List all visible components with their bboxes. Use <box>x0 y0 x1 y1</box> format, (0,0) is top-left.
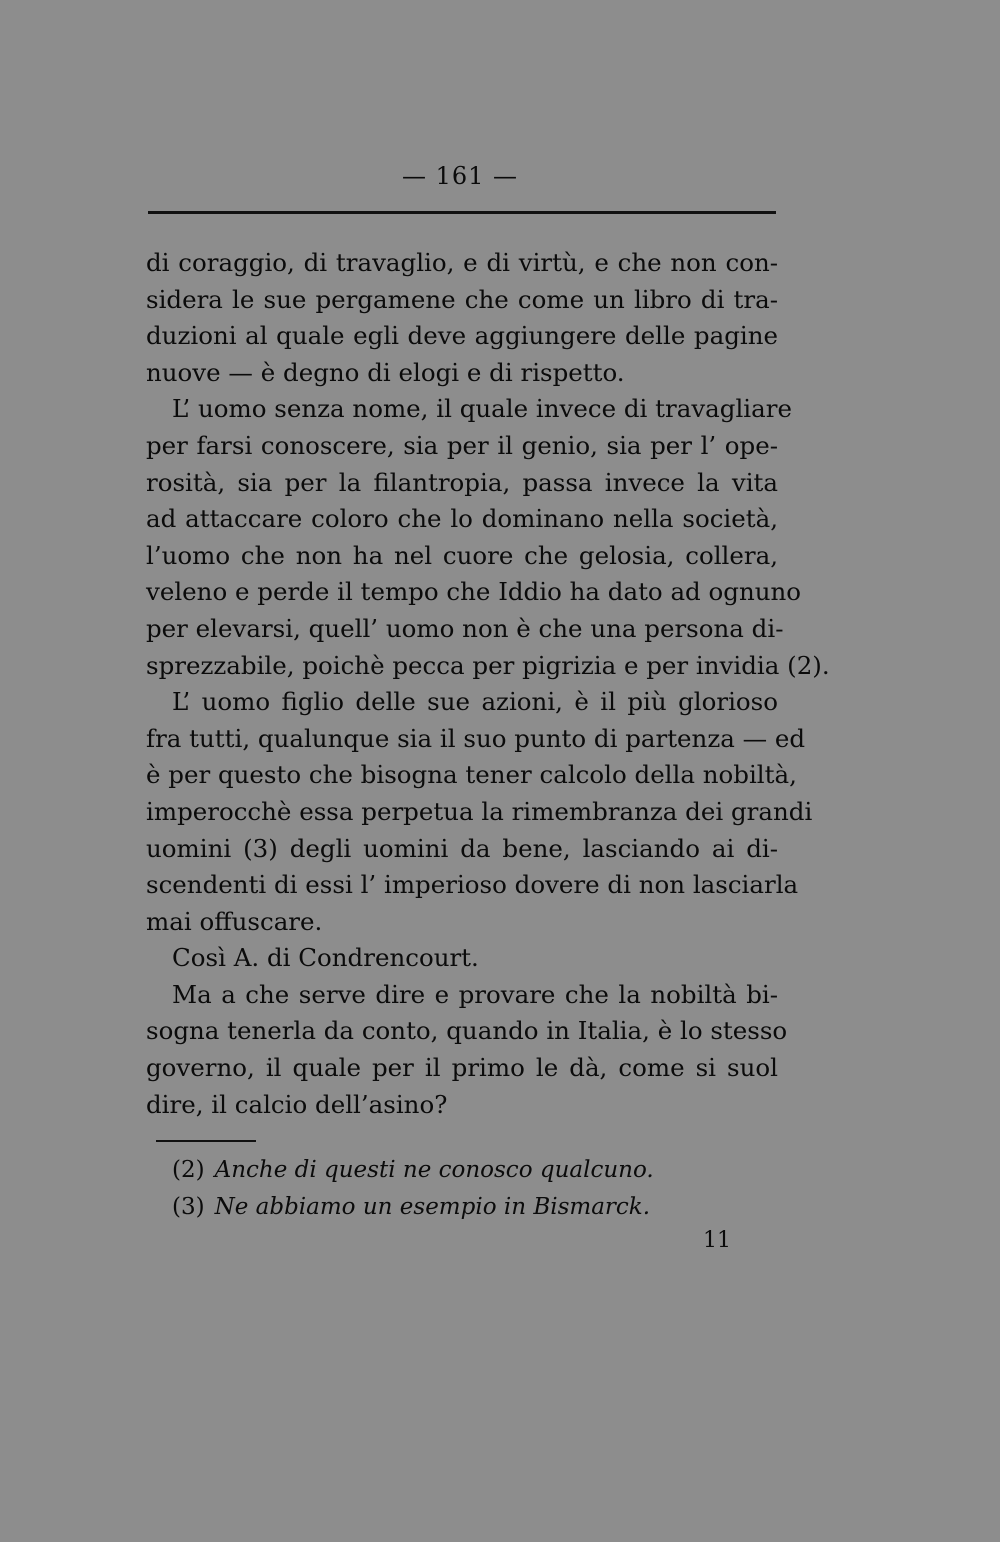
text-line: veleno e perde il tempo che Iddio ha dato ad ognuno <box>146 577 802 607</box>
text-line: fra tutti, qualunque sia il suo punto di partenza — ed <box>146 723 806 753</box>
footnote-marker: (3) <box>172 1194 205 1220</box>
text-line: mai offuscare. <box>146 906 323 936</box>
footnote <box>172 1189 732 1226</box>
text-line: l’uomo che non ha nel cuore che gelosia, collera, <box>146 540 778 570</box>
text-line: ad attaccare coloro che lo dominano nella società, <box>146 504 778 534</box>
body-text <box>146 245 830 1123</box>
footnote-marker: (2) <box>172 1157 205 1183</box>
footnote-rule <box>156 1140 256 1142</box>
text-line: rosità, sia per la filantropia, passa invece la vita <box>146 467 778 497</box>
signature-mark: 11 <box>703 1228 731 1253</box>
text-line: governo, il quale per il primo le dà, come si suol <box>146 1053 778 1083</box>
text-line: di coraggio, di travaglio, e di virtù, e che non con- <box>146 248 778 277</box>
text-line: L’ uomo figlio delle sue azioni, è il più glorioso <box>172 687 778 717</box>
text-line: duzioni al quale egli deve aggiungere delle pagine <box>146 321 778 351</box>
text-line: per farsi conoscere, sia per il genio, sia per l’ ope- <box>146 430 778 460</box>
text-line: sogna tenerla da conto, quando in Italia, è lo stesso <box>146 1016 788 1046</box>
footnotes <box>172 1152 732 1226</box>
page-number: — 161 — <box>401 162 519 190</box>
text-line: imperocchè essa perpetua la rimembranza dei grandi <box>146 796 813 826</box>
text-line: è per questo che bisogna tener calcolo della nobiltà, <box>146 760 797 790</box>
text-line: L’ uomo senza nome, il quale invece di travagliare <box>172 394 792 424</box>
footnote <box>172 1152 732 1189</box>
text-line: Ma a che serve dire e provare che la nobiltà bi- <box>172 979 778 1009</box>
text-line: scendenti di essi l’ imperioso dovere di non lasciarla <box>146 870 799 900</box>
footnote-text: Anche di questi ne conosco qualcuno. <box>214 1157 654 1183</box>
text-line: sprezzabile, poichè pecca per pigrizia e per invidia (2). <box>146 650 830 680</box>
text-line: dire, il calcio dell’asino? <box>146 1089 448 1119</box>
text-line: Così A. di Condrencourt. <box>172 943 479 973</box>
header-rule <box>148 211 776 214</box>
text-line: sidera le sue pergamene che come un libro di tra- <box>146 284 778 314</box>
footnote-text: Ne abbiamo un esempio in Bismarck. <box>214 1194 651 1220</box>
text-line: per elevarsi, quell’ uomo non è che una persona di- <box>146 613 784 643</box>
text-line: nuove — è degno di elogi e di rispetto. <box>146 357 625 387</box>
text-line: uomini (3) degli uomini da bene, lasciando ai di- <box>146 833 778 863</box>
